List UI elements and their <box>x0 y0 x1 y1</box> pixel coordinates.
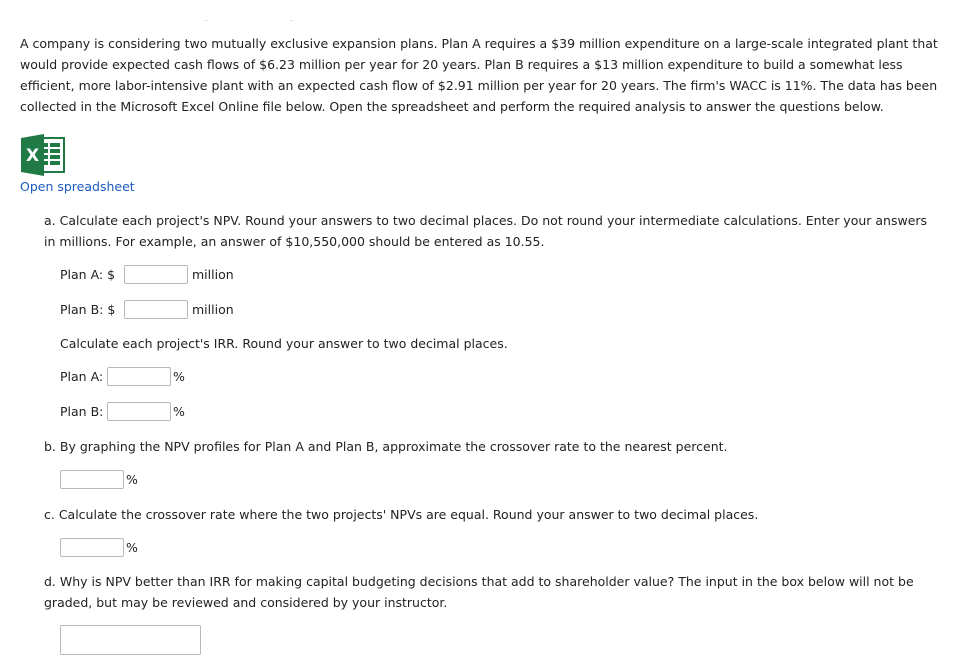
crossover-exact-input[interactable] <box>60 538 124 557</box>
plan-a-npv-unit: million <box>192 267 234 282</box>
plan-b-npv-label: Plan B: $ <box>60 302 116 317</box>
plan-a-irr-input[interactable] <box>107 367 171 386</box>
crossover-approx-unit: % <box>126 472 138 487</box>
plan-a-irr-unit: % <box>173 369 185 384</box>
question-a-npv: a. Calculate each project's NPV. Round your answers to two decimal places. Do not round your intermediate calculations. Enter your answers in millions. For example, an answer of $10,550,000 should be entered as 10.55. <box>44 213 928 249</box>
problem-intro: A company is considering two mutually exclusive expansion plans. Plan A requires a $39 million expenditure on a large-scale integrated plant that would provide expected cash flows of $6.23 million per year for 20 years. Plan B requires a $13 million expenditure to build a somewhat less efficient, more labor-intensive plant with an expected cash flow of $2.91 million per year for 20 years. The firm's WACC is 11%. The data has been collected in the Microsoft Excel Online file below. Open the spreadsheet and perform the required analysis to answer the questions below. <box>20 36 938 114</box>
crossover-approx-input[interactable] <box>60 470 124 489</box>
plan-a-npv-label: Plan A: $ <box>60 267 116 282</box>
essay-answer-textarea[interactable] <box>60 625 201 655</box>
crossover-exact-unit: % <box>126 540 138 555</box>
plan-b-irr-unit: % <box>173 404 185 419</box>
open-spreadsheet-link[interactable]: Open spreadsheet <box>20 179 135 194</box>
question-b: b. By graphing the NPV profiles for Plan A and Plan B, approximate the crossover rate to the nearest percent. <box>44 439 728 454</box>
excel-spreadsheet-icon[interactable] <box>20 134 66 176</box>
plan-a-npv-input[interactable] <box>124 265 188 284</box>
plan-b-npv-unit: million <box>192 302 234 317</box>
plan-b-irr-input[interactable] <box>107 402 171 421</box>
question-c: c. Calculate the crossover rate where the two projects' NPVs are equal. Round your answer to two decimal places. <box>44 507 759 522</box>
plan-a-irr-label: Plan A: <box>60 369 104 384</box>
header-marks: . . <box>205 14 333 23</box>
question-d: d. Why is NPV better than IRR for making capital budgeting decisions that add to shareholder value? The input in the box below will not be graded, but may be reviewed and considered by your instructor. <box>44 574 914 610</box>
plan-b-irr-label: Plan B: <box>60 404 104 419</box>
question-a-irr: Calculate each project's IRR. Round your answer to two decimal places. <box>60 336 508 351</box>
plan-b-npv-input[interactable] <box>124 300 188 319</box>
excel-x-glyph: X <box>25 146 40 166</box>
